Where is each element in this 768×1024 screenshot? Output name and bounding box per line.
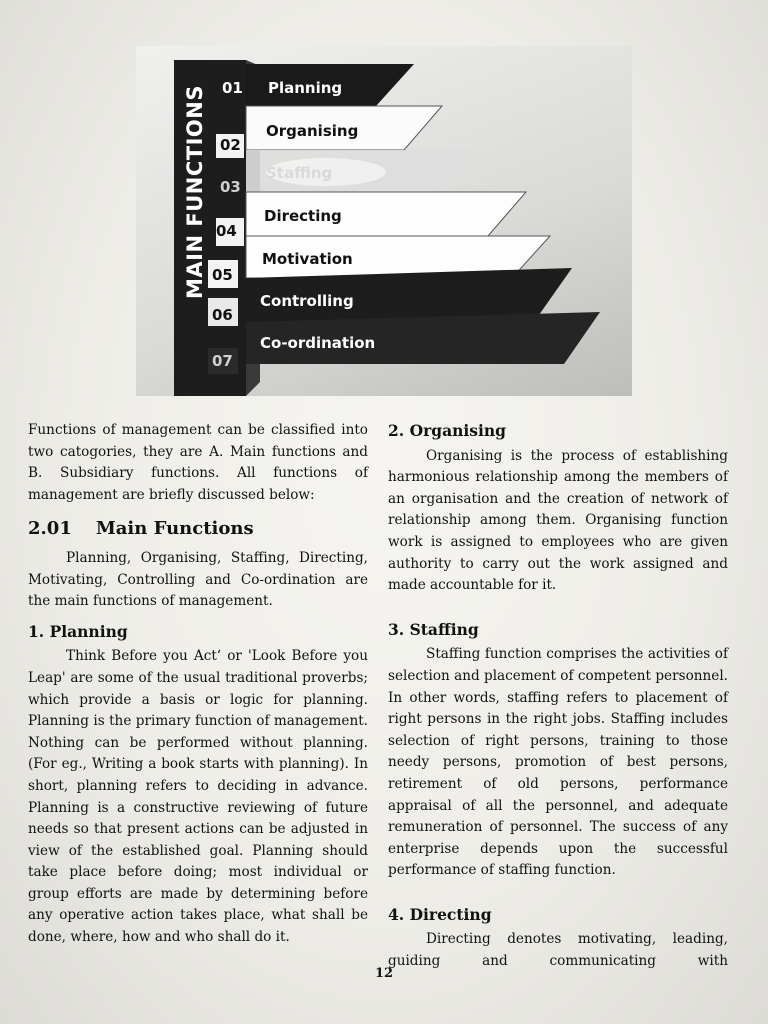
planning-heading: 1. Planning bbox=[28, 621, 128, 641]
section-number: 2.01 bbox=[28, 518, 72, 540]
number-02: 02 bbox=[220, 136, 241, 154]
label-motivation: Motivation bbox=[262, 250, 353, 268]
staffing-paragraph: Staffing function comprises the activities of selection and placement of competent personnel. In other words, staffing refers to placement of right persons in the right jobs. Staffing includes selection of right persons, training to those needy persons, promotion of best persons, retirement of old persons, performance appraisal of all the personnel, and adequate remuneration of personnel. The success of any enterprise depends upon the successful performance of staffing function. bbox=[388, 646, 728, 879]
label-staffing: Staffing bbox=[266, 164, 333, 182]
right-column bbox=[388, 420, 728, 973]
number-04: 04 bbox=[216, 222, 237, 240]
left-column bbox=[28, 420, 368, 949]
page-number: 12 bbox=[374, 966, 394, 981]
number-03: 03 bbox=[220, 178, 241, 196]
directing-heading: 4. Directing bbox=[388, 904, 492, 924]
main-functions-vertical-title: MAIN FUNCTIONS bbox=[183, 85, 207, 299]
label-planning: Planning bbox=[268, 79, 343, 97]
staffing-heading: 3. Staffing bbox=[388, 619, 479, 639]
main-functions-diagram bbox=[136, 46, 632, 396]
number-06: 06 bbox=[212, 306, 233, 324]
label-organising: Organising bbox=[266, 122, 359, 140]
label-coordination: Co-ordination bbox=[260, 334, 376, 352]
label-controlling: Controlling bbox=[260, 292, 354, 310]
number-07: 07 bbox=[212, 352, 233, 370]
intro-paragraph: Functions of management can be classified into two catogories, they are A. Main functions and B. Subsidiary functions. All functions of management are briefly discussed below: bbox=[28, 422, 368, 503]
directing-paragraph: Directing denotes motivating, leading, guiding and communicating with bbox=[388, 931, 728, 970]
section-title: Main Functions bbox=[95, 518, 254, 540]
organising-heading: 2. Organising bbox=[388, 421, 507, 440]
label-directing: Directing bbox=[264, 207, 342, 225]
organising-paragraph: Organising is the process of establishing harmonious relationship among the members of an organisation and the creation of network of relationship among them. Organising function work is assigned to employees who are given authority to carry out the work assigned and made accountable for it. bbox=[388, 447, 728, 594]
section-heading-main-functions bbox=[28, 518, 368, 540]
planning-paragraph: Think Before you Act‘ or 'Look Before you Leap' are some of the usual traditional proverbs; which provide a basis or logic for planning. Planning is the primary function of management. Nothing can be performed without planning. (For eg., Writing a book starts with planning). In short, planning refers to deciding in advance. Planning is a constructive reviewing of future needs so that present actions can be adjusted in view of the established goal. Planning should take place before doing; most individual or group efforts are made by determining before any operative action takes place, what shall be done, where, how and who shall do it. bbox=[28, 648, 368, 946]
staircase-graphic bbox=[136, 46, 632, 396]
main-functions-paragraph: Planning, Organising, Staffing, Directing, Motivating, Controlling and Co-ordination are the main functions of management. bbox=[28, 549, 368, 610]
number-05: 05 bbox=[212, 266, 233, 284]
number-01: 01 bbox=[222, 79, 243, 97]
